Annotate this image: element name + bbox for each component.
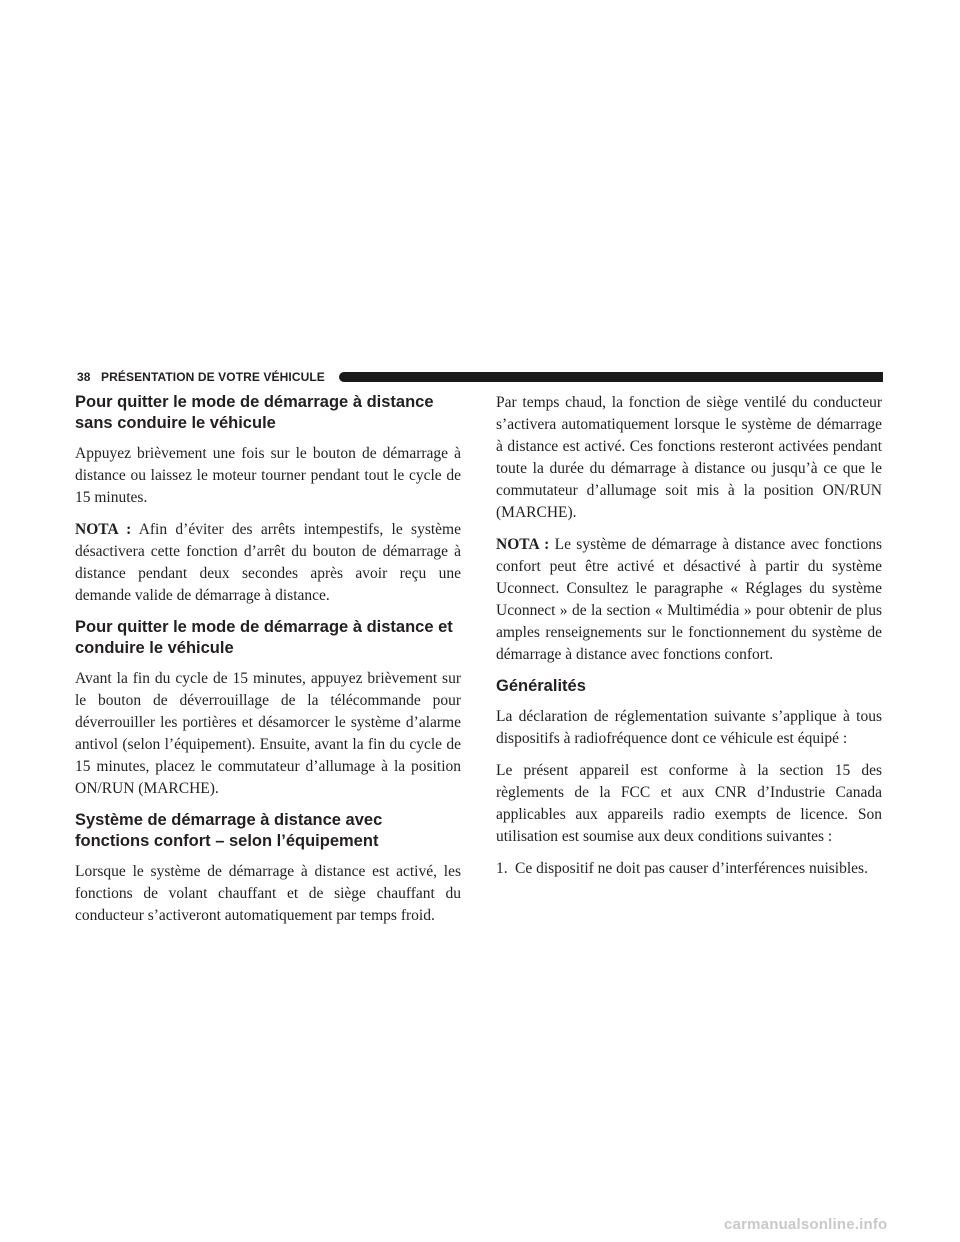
heading-quit-and-drive: Pour quitter le mode de démarrage à distance et conduire le véhicule	[75, 618, 453, 657]
paragraph-quit-and-drive: Avant la fin du cycle de 15 minutes, appuyez brièvement sur le bouton de déverrouillage de la télécommande pour déverrouiller les portières et désamorcer le système d’alarme antivol (selon l’équipement). Ensuite, avant la fin du cycle de 15 minutes, placez le commutateur d’allumage à la position ON/RUN (MARCHE).	[75, 670, 461, 797]
note-text: Afin d’éviter des arrêts intempestifs, le système désactivera cette fonction d’arrêt du bouton de démarrage à distance pendant deux secondes après avoir reçu une demande valide de démarrage à distance.	[75, 521, 461, 604]
heading-generalites: Généralités	[496, 677, 586, 695]
heading-comfort-functions: Système de démarrage à distance avec fonctions confort – selon l’équipement	[75, 811, 383, 850]
note-uconnect	[496, 534, 882, 666]
note-text: Le système de démarrage à distance avec fonctions confort peut être activé et désactivé à partir du système Uconnect. Consultez le paragraphe « Réglages du système Uconnect » de la section « Multimédia » pour obtenir de plus amples renseignements sur le fonctionnement du système de démarrage à distance avec fonctions confort.	[496, 536, 882, 663]
paragraph-comfort-functions: Lorsque le système de démarrage à distance est activé, les fonctions de volant chauffant et de siège chauffant du conducteur s’activeront automatiquement par temps froid.	[75, 863, 461, 924]
paragraph-regulation: La déclaration de réglementation suivante s’applique à tous dispositifs à radiofréquence dont ce véhicule est équipé :	[496, 708, 882, 747]
paragraph-hot-weather: Par temps chaud, la fonction de siège ventilé du conducteur s’activera automatiquement lorsque le système de démarrage à distance est activé. Ces fonctions resteront activées pendant toute la durée du démarrage à distance ou jusqu’à ce que le commutateur d’allumage soit mis à la position ON/RUN (MARCHE).	[496, 394, 882, 521]
list-item-number: 1.	[496, 860, 508, 877]
page-number: 38	[77, 370, 91, 384]
watermark: carmanualsonline.info	[724, 1216, 888, 1233]
note-label: NOTA :	[496, 536, 550, 553]
paragraph-fcc: Le présent appareil est conforme à la section 15 des règlements de la FCC et aux CNR d’Industrie Canada applicables aux appareils radio exempts de licence. Son utilisation est soumise aux deux conditions suivantes :	[496, 762, 882, 845]
right-column	[496, 392, 882, 880]
page-header	[77, 366, 883, 388]
note-label: NOTA :	[75, 521, 132, 538]
header-rule	[339, 372, 883, 382]
list-item-text: Ce dispositif ne doit pas causer d’interférences nuisibles.	[515, 860, 868, 877]
list-item	[496, 858, 882, 880]
left-column	[75, 392, 461, 937]
heading-quit-without-driving: Pour quitter le mode de démarrage à distance sans conduire le véhicule	[75, 393, 434, 432]
paragraph-quit-without-driving: Appuyez brièvement une fois sur le bouton de démarrage à distance ou laissez le moteur tourner pendant tout le cycle de 15 minutes.	[75, 445, 461, 506]
running-section-title: PRÉSENTATION DE VOTRE VÉHICULE	[101, 370, 325, 384]
note-quit-without-driving	[75, 519, 461, 607]
